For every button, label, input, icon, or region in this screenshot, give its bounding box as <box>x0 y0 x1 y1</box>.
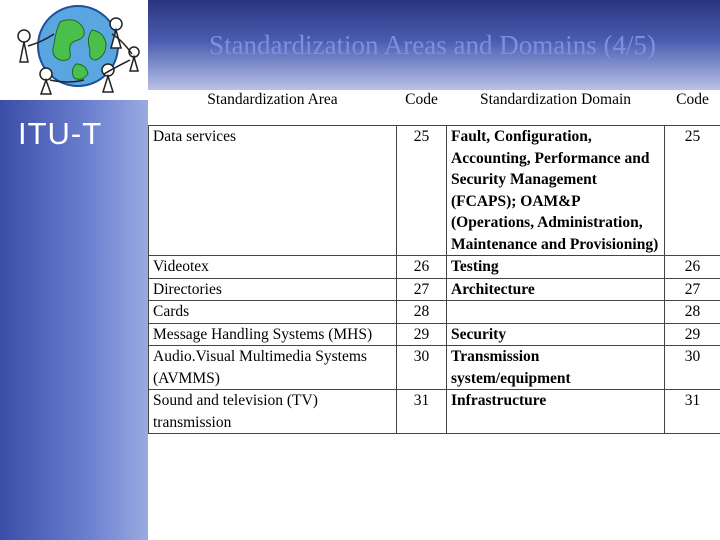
table-header-row <box>149 80 720 126</box>
table-row <box>149 278 720 301</box>
table-row <box>149 390 720 434</box>
cell-domain-code: 30 <box>665 346 720 390</box>
cell-area: Directories <box>149 278 397 301</box>
table-row <box>149 126 720 256</box>
cell-domain-code: 28 <box>665 301 720 324</box>
cell-area: Data services <box>149 126 397 256</box>
globe-icon <box>0 0 148 100</box>
cell-code: 29 <box>397 323 447 346</box>
cell-domain-code: 31 <box>665 390 720 434</box>
standardization-table <box>148 80 720 434</box>
cell-area: Cards <box>149 301 397 324</box>
cell-area: Audio.Visual Multimedia Systems (AVMMS) <box>149 346 397 390</box>
cell-code: 27 <box>397 278 447 301</box>
cell-domain-code: 29 <box>665 323 720 346</box>
header-domain-code: Code <box>676 91 709 108</box>
header-code: Code <box>405 91 438 108</box>
slide-title: Standardization Areas and Domains (4/5) <box>209 30 656 60</box>
cell-domain-code: 26 <box>665 256 720 279</box>
cell-domain-code: 27 <box>665 278 720 301</box>
table-row <box>149 256 720 279</box>
cell-domain-code: 25 <box>665 126 720 256</box>
table-row <box>149 301 720 324</box>
cell-code: 26 <box>397 256 447 279</box>
cell-code: 30 <box>397 346 447 390</box>
cell-code: 25 <box>397 126 447 256</box>
header-domain: Standardization Domain <box>479 91 632 108</box>
cell-domain: Architecture <box>447 278 665 301</box>
itu-t-label: ITU-T <box>18 116 103 151</box>
cell-domain: Infrastructure <box>447 390 665 434</box>
cell-area: Message Handling Systems (MHS) <box>149 323 397 346</box>
cell-area: Sound and television (TV) transmission <box>149 390 397 434</box>
cell-domain: Fault, Configuration, Accounting, Performance and Security Management (FCAPS); OAM&P (Operations, Administration, Maintenance and Provisioning) <box>447 126 665 256</box>
cell-code: 28 <box>397 301 447 324</box>
cell-code: 31 <box>397 390 447 434</box>
cell-domain: Testing <box>447 256 665 279</box>
cell-domain: Security <box>447 323 665 346</box>
cell-domain <box>447 301 665 324</box>
cell-area: Videotex <box>149 256 397 279</box>
table-row <box>149 346 720 390</box>
table-row <box>149 323 720 346</box>
globe-people-logo <box>0 0 148 100</box>
header-area: Standardization Area <box>207 91 338 108</box>
cell-domain: Transmission system/equipment <box>447 346 665 390</box>
